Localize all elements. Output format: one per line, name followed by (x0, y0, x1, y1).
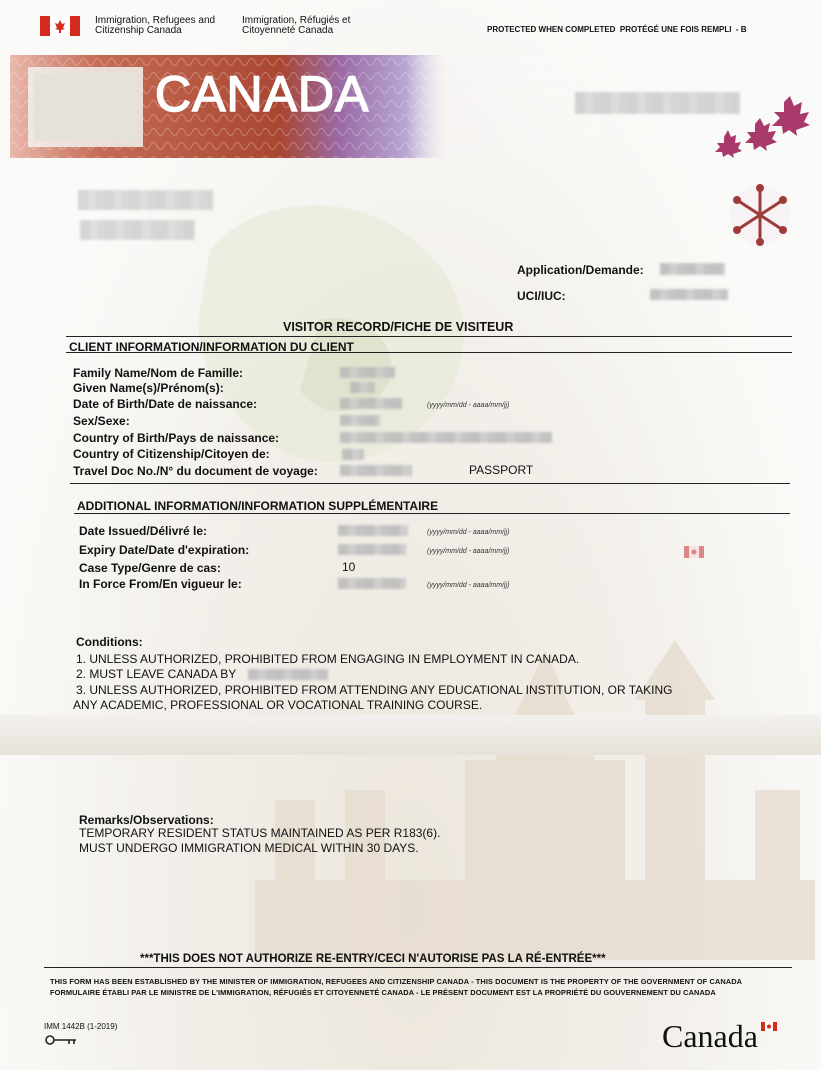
travel-doc-label: Travel Doc No./N° du document de voyage: (73, 464, 318, 478)
redacted-given-names (350, 382, 375, 393)
case-type-value: 10 (342, 560, 356, 574)
expiry-label: Expiry Date/Date d'expiration: (79, 543, 250, 557)
in-force-format: (yyyy/mm/dd - aaaa/mm/jj) (427, 582, 510, 589)
application-label: Application/Demande: (517, 263, 644, 277)
banner-title: CANADA (155, 66, 370, 122)
additional-info-heading: ADDITIONAL INFORMATION/INFORMATION SUPPLÉMENTAIRE (77, 499, 439, 513)
department-french (242, 16, 350, 36)
footer-english: THIS FORM HAS BEEN ESTABLISHED BY THE MINISTER OF IMMIGRATION, REFUGEES AND CITIZENSHIP CANADA - THIS DOCUMENT IS THE PROPERTY OF THE GOVERNMENT OF CANADA (50, 977, 743, 986)
client-info-heading: CLIENT INFORMATION/INFORMATION DU CLIENT (69, 340, 354, 354)
redacted-family-name (340, 367, 395, 378)
divider-line (66, 336, 792, 337)
divider-line (66, 352, 792, 353)
condition-1: 1. UNLESS AUTHORIZED, PROHIBITED FROM ENGAGING IN EMPLOYMENT IN CANADA. (76, 652, 580, 666)
dob-format: (yyyy/mm/dd - aaaa/mm/jj) (427, 402, 510, 409)
remarks-heading: Remarks/Observations: (79, 813, 214, 827)
dept-fr-line1: Immigration, Réfugiés et (242, 15, 351, 26)
redacted-client-name-line1 (78, 190, 213, 210)
dept-fr-line2: Citoyenneté Canada (242, 25, 334, 36)
canada-wordmark: Canada (662, 1018, 758, 1054)
country-citizenship-label: Country of Citizenship/Citoyen de: (73, 447, 270, 461)
redacted-leave-date (248, 669, 328, 680)
redacted-sex (340, 415, 380, 426)
dept-en-line1: Immigration, Refugees and (95, 15, 216, 26)
redacted-travel-doc (340, 465, 412, 476)
redacted-application-number (660, 263, 725, 275)
travel-doc-type: PASSPORT (469, 463, 534, 477)
condition-2: 2. MUST LEAVE CANADA BY (76, 667, 237, 681)
canada-flag-icon (40, 16, 80, 41)
remark-2: MUST UNDERGO IMMIGRATION MEDICAL WITHIN 30 DAYS. (79, 841, 419, 855)
dob-label: Date of Birth/Date de naissance: (73, 397, 258, 411)
family-name-label: Family Name/Nom de Famille: (73, 366, 244, 380)
redacted-expiry (338, 544, 406, 555)
divider-line (74, 513, 790, 514)
department-english (95, 16, 215, 36)
redacted-in-force (338, 578, 406, 589)
form-number: IMM 1442B (1-2019) (44, 1022, 118, 1031)
condition-3-line1: 3. UNLESS AUTHORIZED, PROHIBITED FROM ATTENDING ANY EDUCATIONAL INSTITUTION, OR TAKING (76, 683, 673, 697)
divider-line (70, 483, 790, 484)
remark-1: TEMPORARY RESIDENT STATUS MAINTAINED AS PER R183(6). (79, 826, 441, 840)
dept-en-line2: Citizenship Canada (95, 25, 182, 36)
sex-label: Sex/Sexe: (73, 414, 130, 428)
in-force-label: In Force From/En vigueur le: (79, 577, 242, 591)
snowflake-hologram-icon (725, 180, 795, 250)
wordmark-flag-icon (761, 1022, 777, 1031)
expiry-format: (yyyy/mm/dd - aaaa/mm/jj) (427, 548, 510, 555)
key-icon (44, 1034, 78, 1046)
reentry-notice: ***THIS DOES NOT AUTHORIZE RE-ENTRY/CECI N'AUTORISE PAS LA RÉ-ENTRÉE*** (140, 953, 606, 965)
small-flag-icon (684, 545, 704, 563)
date-issued-label: Date Issued/Délivré le: (79, 524, 208, 538)
country-birth-label: Country of Birth/Pays de naissance: (73, 431, 280, 445)
redacted-citizenship (342, 449, 364, 460)
redacted-uci-number (650, 289, 728, 300)
footer-french: FORMULAIRE ÉTABLI PAR LE MINISTRE DE L'IMMIGRATION, RÉFUGIÉS ET CITOYENNETÉ CANADA - LE PRÉSENT DOCUMENT EST LA PROPRIÉTÉ DU GOUVERNEMENT DU CANADA (50, 988, 716, 997)
given-names-label: Given Name(s)/Prénom(s): (73, 381, 224, 395)
conditions-heading: Conditions: (76, 635, 143, 649)
record-title: VISITOR RECORD/FICHE DE VISITEUR (283, 320, 514, 334)
redacted-date-issued (338, 525, 408, 536)
maple-leaf-icon (710, 92, 815, 167)
uci-label: UCI/IUC: (517, 289, 566, 303)
fold-shadow (0, 715, 821, 755)
protected-label: PROTECTED WHEN COMPLETED PROTÉGÉ UNE FOIS REMPLI - B (487, 25, 747, 34)
redacted-country-birth (340, 432, 552, 443)
condition-3-line2: ANY ACADEMIC, PROFESSIONAL OR VOCATIONAL TRAINING COURSE. (73, 698, 483, 712)
date-issued-format: (yyyy/mm/dd - aaaa/mm/jj) (427, 529, 510, 536)
redacted-client-name-line2 (80, 220, 195, 240)
redacted-dob (340, 398, 402, 409)
case-type-label: Case Type/Genre de cas: (79, 561, 221, 575)
divider-line (44, 967, 792, 968)
